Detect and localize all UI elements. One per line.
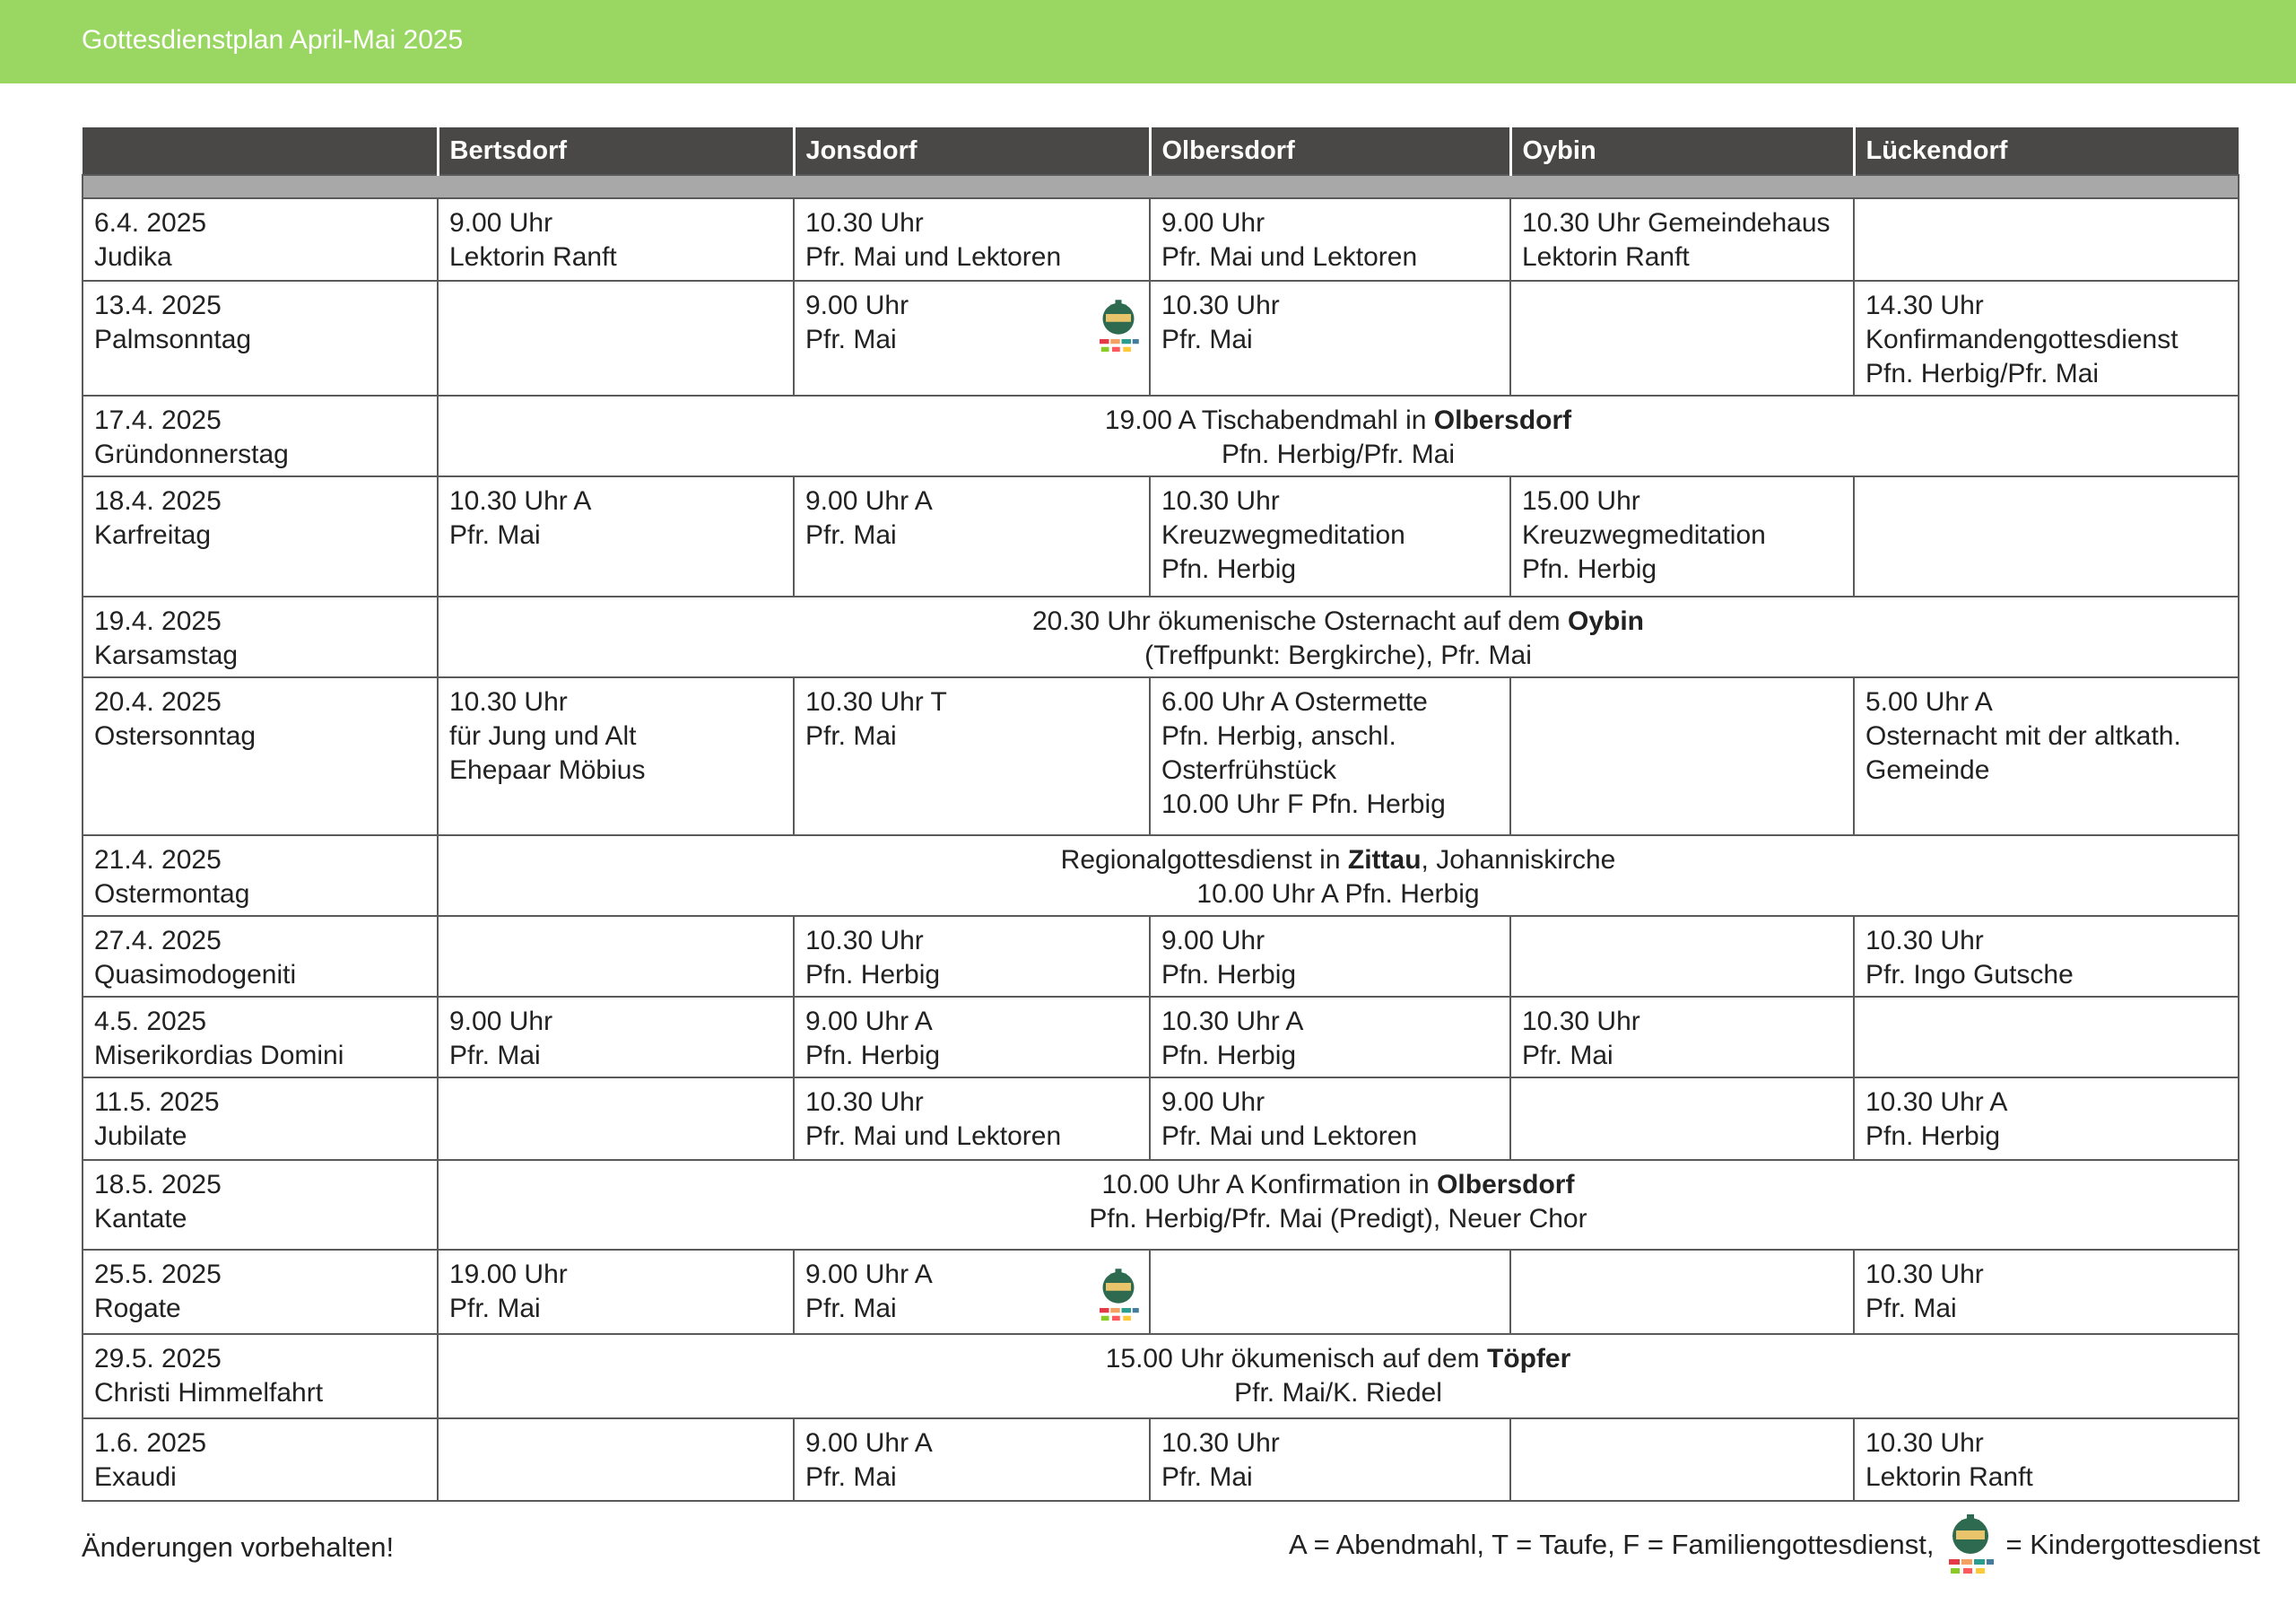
joint-service-cell [438, 597, 2239, 677]
service-cell-jonsdorf [794, 677, 1150, 835]
service-cell-line: Pfr. Mai [805, 325, 897, 354]
service-cell-line: Pfr. Mai [805, 520, 897, 550]
sunday-name: Karsamstag [94, 641, 239, 670]
service-date: 4.5. 2025 [94, 1007, 207, 1036]
sunday-name: Quasimodogeniti [94, 960, 297, 990]
service-cell-jonsdorf [794, 916, 1150, 997]
service-cell-line: 9.00 Uhr [449, 208, 553, 238]
service-cell-line: 10.30 Uhr T [805, 687, 947, 717]
service-cell-lueckendorf [1854, 916, 2239, 997]
service-date: 20.4. 2025 [94, 687, 222, 717]
service-cell-line: Konfirmandengottesdienst [1866, 325, 2179, 354]
service-cell-line: 10.30 Uhr [1866, 1260, 1984, 1289]
service-cell-olbersdorf [1150, 476, 1510, 597]
service-cell-oybin [1510, 1077, 1854, 1160]
service-cell-line: Pfn. Herbig [1866, 1121, 2001, 1151]
service-cell-olbersdorf [1150, 1077, 1510, 1160]
service-cell-line: Pfr. Mai [1866, 1294, 1957, 1323]
service-cell-line: Pfr. Mai [805, 1462, 897, 1492]
service-cell-line: Pfr. Ingo Gutsche [1866, 960, 2074, 990]
service-cell-line: Pfr. Mai [1161, 1462, 1253, 1492]
date-cell [83, 1160, 438, 1250]
joint-service-line [449, 605, 2227, 639]
header-separator [83, 175, 2239, 198]
joint-service-line [449, 1342, 2227, 1376]
service-cell-lueckendorf [1854, 677, 2239, 835]
service-cell-line: 9.00 Uhr [1161, 926, 1265, 955]
service-cell-lueckendorf [1854, 476, 2239, 597]
service-cell-jonsdorf [794, 1077, 1150, 1160]
table-row [83, 1250, 2239, 1334]
service-cell-jonsdorf [794, 1418, 1150, 1501]
table-row [83, 677, 2239, 835]
service-date: 19.4. 2025 [94, 606, 222, 636]
joint-service-cell [438, 1160, 2239, 1250]
date-cell [83, 916, 438, 997]
service-cell-oybin [1510, 916, 1854, 997]
service-cell-line: 10.30 Uhr [805, 926, 924, 955]
service-cell-line: 10.30 Uhr [1522, 1007, 1640, 1036]
table-row [83, 1418, 2239, 1501]
date-cell [83, 198, 438, 281]
table-row [83, 396, 2239, 476]
column-header-oybin: Oybin [1510, 127, 1854, 175]
joint-service-details: 10.00 Uhr A Pfn. Herbig [1196, 879, 1480, 909]
service-cell-line: für Jung und Alt [449, 721, 637, 751]
service-cell-lueckendorf [1854, 198, 2239, 281]
service-cell-line: 14.30 Uhr [1866, 291, 1984, 320]
joint-service-cell [438, 835, 2239, 916]
table-header-row [83, 127, 2239, 175]
sunday-name: Ostermontag [94, 879, 250, 909]
joint-service-bold: Olbersdorf [1433, 406, 1572, 435]
joint-service-cell [438, 1334, 2239, 1418]
service-cell-line: 10.30 Uhr [805, 208, 924, 238]
service-cell-jonsdorf [794, 997, 1150, 1077]
joint-service-details: (Treffpunkt: Bergkirche), Pfr. Mai [1144, 641, 1532, 670]
joint-service-line [449, 404, 2227, 438]
sunday-name: Kantate [94, 1204, 187, 1234]
service-date: 11.5. 2025 [94, 1087, 220, 1117]
date-cell [83, 476, 438, 597]
service-cell-line: Pfn. Herbig [1161, 960, 1297, 990]
service-cell-line: 10.30 Uhr [805, 1087, 924, 1117]
service-cell-lueckendorf [1854, 1418, 2239, 1501]
service-cell-line: 10.30 Uhr [1161, 1428, 1280, 1458]
service-cell-line: 19.00 Uhr [449, 1260, 568, 1289]
service-cell-line: Kreuzwegmeditation [1161, 520, 1405, 550]
joint-service-bold: Oybin [1567, 606, 1644, 636]
service-cell-line: Pfn. Herbig [1161, 1041, 1297, 1070]
column-header-lueckendorf: Lückendorf [1854, 127, 2239, 175]
date-cell [83, 997, 438, 1077]
service-cell-line: 5.00 Uhr A [1866, 687, 1993, 717]
service-date: 13.4. 2025 [94, 291, 222, 320]
service-cell-olbersdorf [1150, 916, 1510, 997]
sunday-name: Ostersonntag [94, 721, 257, 751]
service-cell-line: Osternacht mit der altkath. [1866, 721, 2181, 751]
service-cell-line: Pfr. Mai [1161, 325, 1253, 354]
service-cell-jonsdorf [794, 1250, 1150, 1334]
service-cell-bertsdorf [438, 997, 794, 1077]
legend-text: A = Abendmahl, T = Taufe, F = Familiengottesdienst, [1289, 1529, 1935, 1560]
service-cell-line: Pfr. Mai [805, 1294, 897, 1323]
sunday-name: Gründonnerstag [94, 440, 289, 469]
joint-service-bold: Olbersdorf [1437, 1170, 1575, 1199]
service-cell-line: Pfn. Herbig [805, 1041, 941, 1070]
service-cell-oybin [1510, 1250, 1854, 1334]
service-cell-line: 9.00 Uhr A [805, 1428, 933, 1458]
service-date: 29.5. 2025 [94, 1344, 222, 1373]
joint-service-details: Pfn. Herbig/Pfr. Mai (Predigt), Neuer Chor [1089, 1204, 1587, 1234]
service-cell-line: Pfn. Herbig/Pfr. Mai [1866, 359, 2100, 388]
service-cell-line: 9.00 Uhr A [805, 1007, 933, 1036]
date-cell [83, 677, 438, 835]
service-cell-line: Pfr. Mai [449, 1294, 541, 1323]
service-date: 25.5. 2025 [94, 1260, 222, 1289]
table-row [83, 597, 2239, 677]
joint-service-details: Pfn. Herbig/Pfr. Mai [1221, 440, 1456, 469]
service-cell-line: Pfn. Herbig [1161, 554, 1297, 584]
header-bar [0, 0, 2296, 83]
kids-service-icon [1942, 1509, 1999, 1581]
date-cell [83, 1418, 438, 1501]
table-row [83, 835, 2239, 916]
service-cell-line: 10.30 Uhr [1161, 486, 1280, 516]
service-cell-line: 10.30 Uhr [1161, 291, 1280, 320]
date-cell [83, 396, 438, 476]
joint-service-pre: 15.00 Uhr ökumenisch auf dem [1105, 1344, 1487, 1373]
joint-service-line [449, 1168, 2227, 1202]
service-date: 21.4. 2025 [94, 845, 222, 875]
service-cell-bertsdorf [438, 1077, 794, 1160]
service-cell-line: 10.30 Uhr Gemeindehaus [1522, 208, 1831, 238]
sunday-name: Christi Himmelfahrt [94, 1378, 324, 1408]
column-header-bertsdorf: Bertsdorf [438, 127, 794, 175]
service-cell-line: 10.30 Uhr [1866, 1428, 1984, 1458]
service-cell-line: 9.00 Uhr A [805, 1260, 933, 1289]
service-cell-bertsdorf [438, 281, 794, 396]
service-cell-line: 9.00 Uhr [449, 1007, 553, 1036]
joint-service-bold: Töpfer [1486, 1344, 1571, 1373]
service-cell-line: Pfr. Mai [449, 1041, 541, 1070]
service-cell-line: Lektorin Ranft [1866, 1462, 2033, 1492]
service-cell-line: 9.00 Uhr A [805, 486, 933, 516]
kids-service-icon [1093, 294, 1144, 359]
service-cell-line: 10.30 Uhr [449, 687, 568, 717]
service-cell-jonsdorf [794, 281, 1150, 396]
date-cell [83, 1077, 438, 1160]
service-cell-olbersdorf [1150, 1418, 1510, 1501]
service-cell-olbersdorf [1150, 281, 1510, 396]
service-cell-line: Pfr. Mai [805, 721, 897, 751]
service-cell-line: Pfr. Mai und Lektoren [805, 1121, 1062, 1151]
table-row [83, 1160, 2239, 1250]
joint-service-line [449, 843, 2227, 877]
service-cell-line: 10.30 Uhr [1866, 926, 1984, 955]
service-cell-line: 9.00 Uhr [1161, 208, 1265, 238]
service-cell-bertsdorf [438, 1418, 794, 1501]
joint-service-details: Pfr. Mai/K. Riedel [1234, 1378, 1442, 1408]
service-date: 17.4. 2025 [94, 406, 222, 435]
service-cell-bertsdorf [438, 916, 794, 997]
service-cell-bertsdorf [438, 677, 794, 835]
service-cell-oybin [1510, 677, 1854, 835]
table-row [83, 997, 2239, 1077]
joint-service-pre: 20.30 Uhr ökumenische Osternacht auf dem [1032, 606, 1568, 636]
service-cell-line: Gemeinde [1866, 755, 1990, 785]
table-row [83, 916, 2239, 997]
service-cell-line: Osterfrühstück [1161, 755, 1337, 785]
footer-legend [1289, 1509, 2260, 1581]
service-cell-bertsdorf [438, 198, 794, 281]
service-cell-oybin [1510, 476, 1854, 597]
date-cell [83, 1334, 438, 1418]
service-cell-bertsdorf [438, 1250, 794, 1334]
table-row [83, 198, 2239, 281]
service-cell-line: Pfr. Mai [1522, 1041, 1613, 1070]
footer-note: Änderungen vorbehalten! [82, 1531, 395, 1563]
sunday-name: Palmsonntag [94, 325, 252, 354]
service-cell-lueckendorf [1854, 281, 2239, 396]
service-cell-line: Pfr. Mai und Lektoren [1161, 1121, 1418, 1151]
service-cell-line: 10.30 Uhr A [1161, 1007, 1304, 1036]
joint-service-post: , Johanniskirche [1421, 845, 1616, 875]
column-header-olbersdorf: Olbersdorf [1150, 127, 1510, 175]
service-cell-bertsdorf [438, 476, 794, 597]
service-cell-jonsdorf [794, 476, 1150, 597]
service-cell-line: 10.30 Uhr A [449, 486, 592, 516]
service-cell-olbersdorf [1150, 677, 1510, 835]
joint-service-cell [438, 396, 2239, 476]
column-header-date [83, 127, 438, 175]
service-date: 18.4. 2025 [94, 486, 222, 516]
sunday-name: Rogate [94, 1294, 181, 1323]
service-cell-lueckendorf [1854, 1250, 2239, 1334]
service-cell-line: Lektorin Ranft [1522, 242, 1690, 272]
service-cell-lueckendorf [1854, 997, 2239, 1077]
service-cell-line: Pfn. Herbig [1522, 554, 1657, 584]
service-cell-jonsdorf [794, 198, 1150, 281]
service-cell-line: Pfn. Herbig, anschl. [1161, 721, 1396, 751]
service-cell-oybin [1510, 1418, 1854, 1501]
sunday-name: Jubilate [94, 1121, 187, 1151]
service-date: 1.6. 2025 [94, 1428, 207, 1458]
service-cell-line: Pfn. Herbig [805, 960, 941, 990]
service-cell-oybin [1510, 281, 1854, 396]
service-cell-line: 10.00 Uhr F Pfn. Herbig [1161, 789, 1446, 819]
page-title: Gottesdienstplan April-Mai 2025 [82, 25, 464, 55]
service-cell-olbersdorf [1150, 198, 1510, 281]
service-date: 18.5. 2025 [94, 1170, 222, 1199]
service-cell-line: 9.00 Uhr [805, 291, 909, 320]
date-cell [83, 835, 438, 916]
service-date: 6.4. 2025 [94, 208, 207, 238]
table-row [83, 1334, 2239, 1418]
service-cell-line: Pfr. Mai und Lektoren [805, 242, 1062, 272]
date-cell [83, 1250, 438, 1334]
joint-service-pre: Regionalgottesdienst in [1060, 845, 1348, 875]
service-cell-line: Pfr. Mai [449, 520, 541, 550]
service-cell-lueckendorf [1854, 1077, 2239, 1160]
service-cell-olbersdorf [1150, 997, 1510, 1077]
service-cell-line: 15.00 Uhr [1522, 486, 1640, 516]
sunday-name: Judika [94, 242, 172, 272]
service-cell-line: 9.00 Uhr [1161, 1087, 1265, 1117]
joint-service-pre: 10.00 Uhr A Konfirmation in [1101, 1170, 1438, 1199]
joint-service-bold: Zittau [1347, 845, 1422, 875]
service-cell-line: Pfr. Mai und Lektoren [1161, 242, 1418, 272]
sunday-name: Miserikordias Domini [94, 1041, 344, 1070]
table-row [83, 1077, 2239, 1160]
service-cell-line: Ehepaar Möbius [449, 755, 646, 785]
service-schedule-table [82, 127, 2239, 1502]
service-cell-line: 10.30 Uhr A [1866, 1087, 2008, 1117]
table-row [83, 476, 2239, 597]
column-header-jonsdorf: Jonsdorf [794, 127, 1150, 175]
sunday-name: Exaudi [94, 1462, 177, 1492]
service-cell-oybin [1510, 198, 1854, 281]
table-row [83, 281, 2239, 396]
legend-kids-text: = Kindergottesdienst [2005, 1529, 2260, 1560]
service-cell-line: Lektorin Ranft [449, 242, 617, 272]
date-cell [83, 597, 438, 677]
service-cell-olbersdorf [1150, 1250, 1510, 1334]
joint-service-pre: 19.00 A Tischabendmahl in [1104, 406, 1434, 435]
service-date: 27.4. 2025 [94, 926, 222, 955]
sunday-name: Karfreitag [94, 520, 212, 550]
service-cell-line: Kreuzwegmeditation [1522, 520, 1766, 550]
kids-service-icon [1093, 1263, 1144, 1328]
service-cell-line: 6.00 Uhr A Ostermette [1161, 687, 1428, 717]
date-cell [83, 281, 438, 396]
service-cell-oybin [1510, 997, 1854, 1077]
